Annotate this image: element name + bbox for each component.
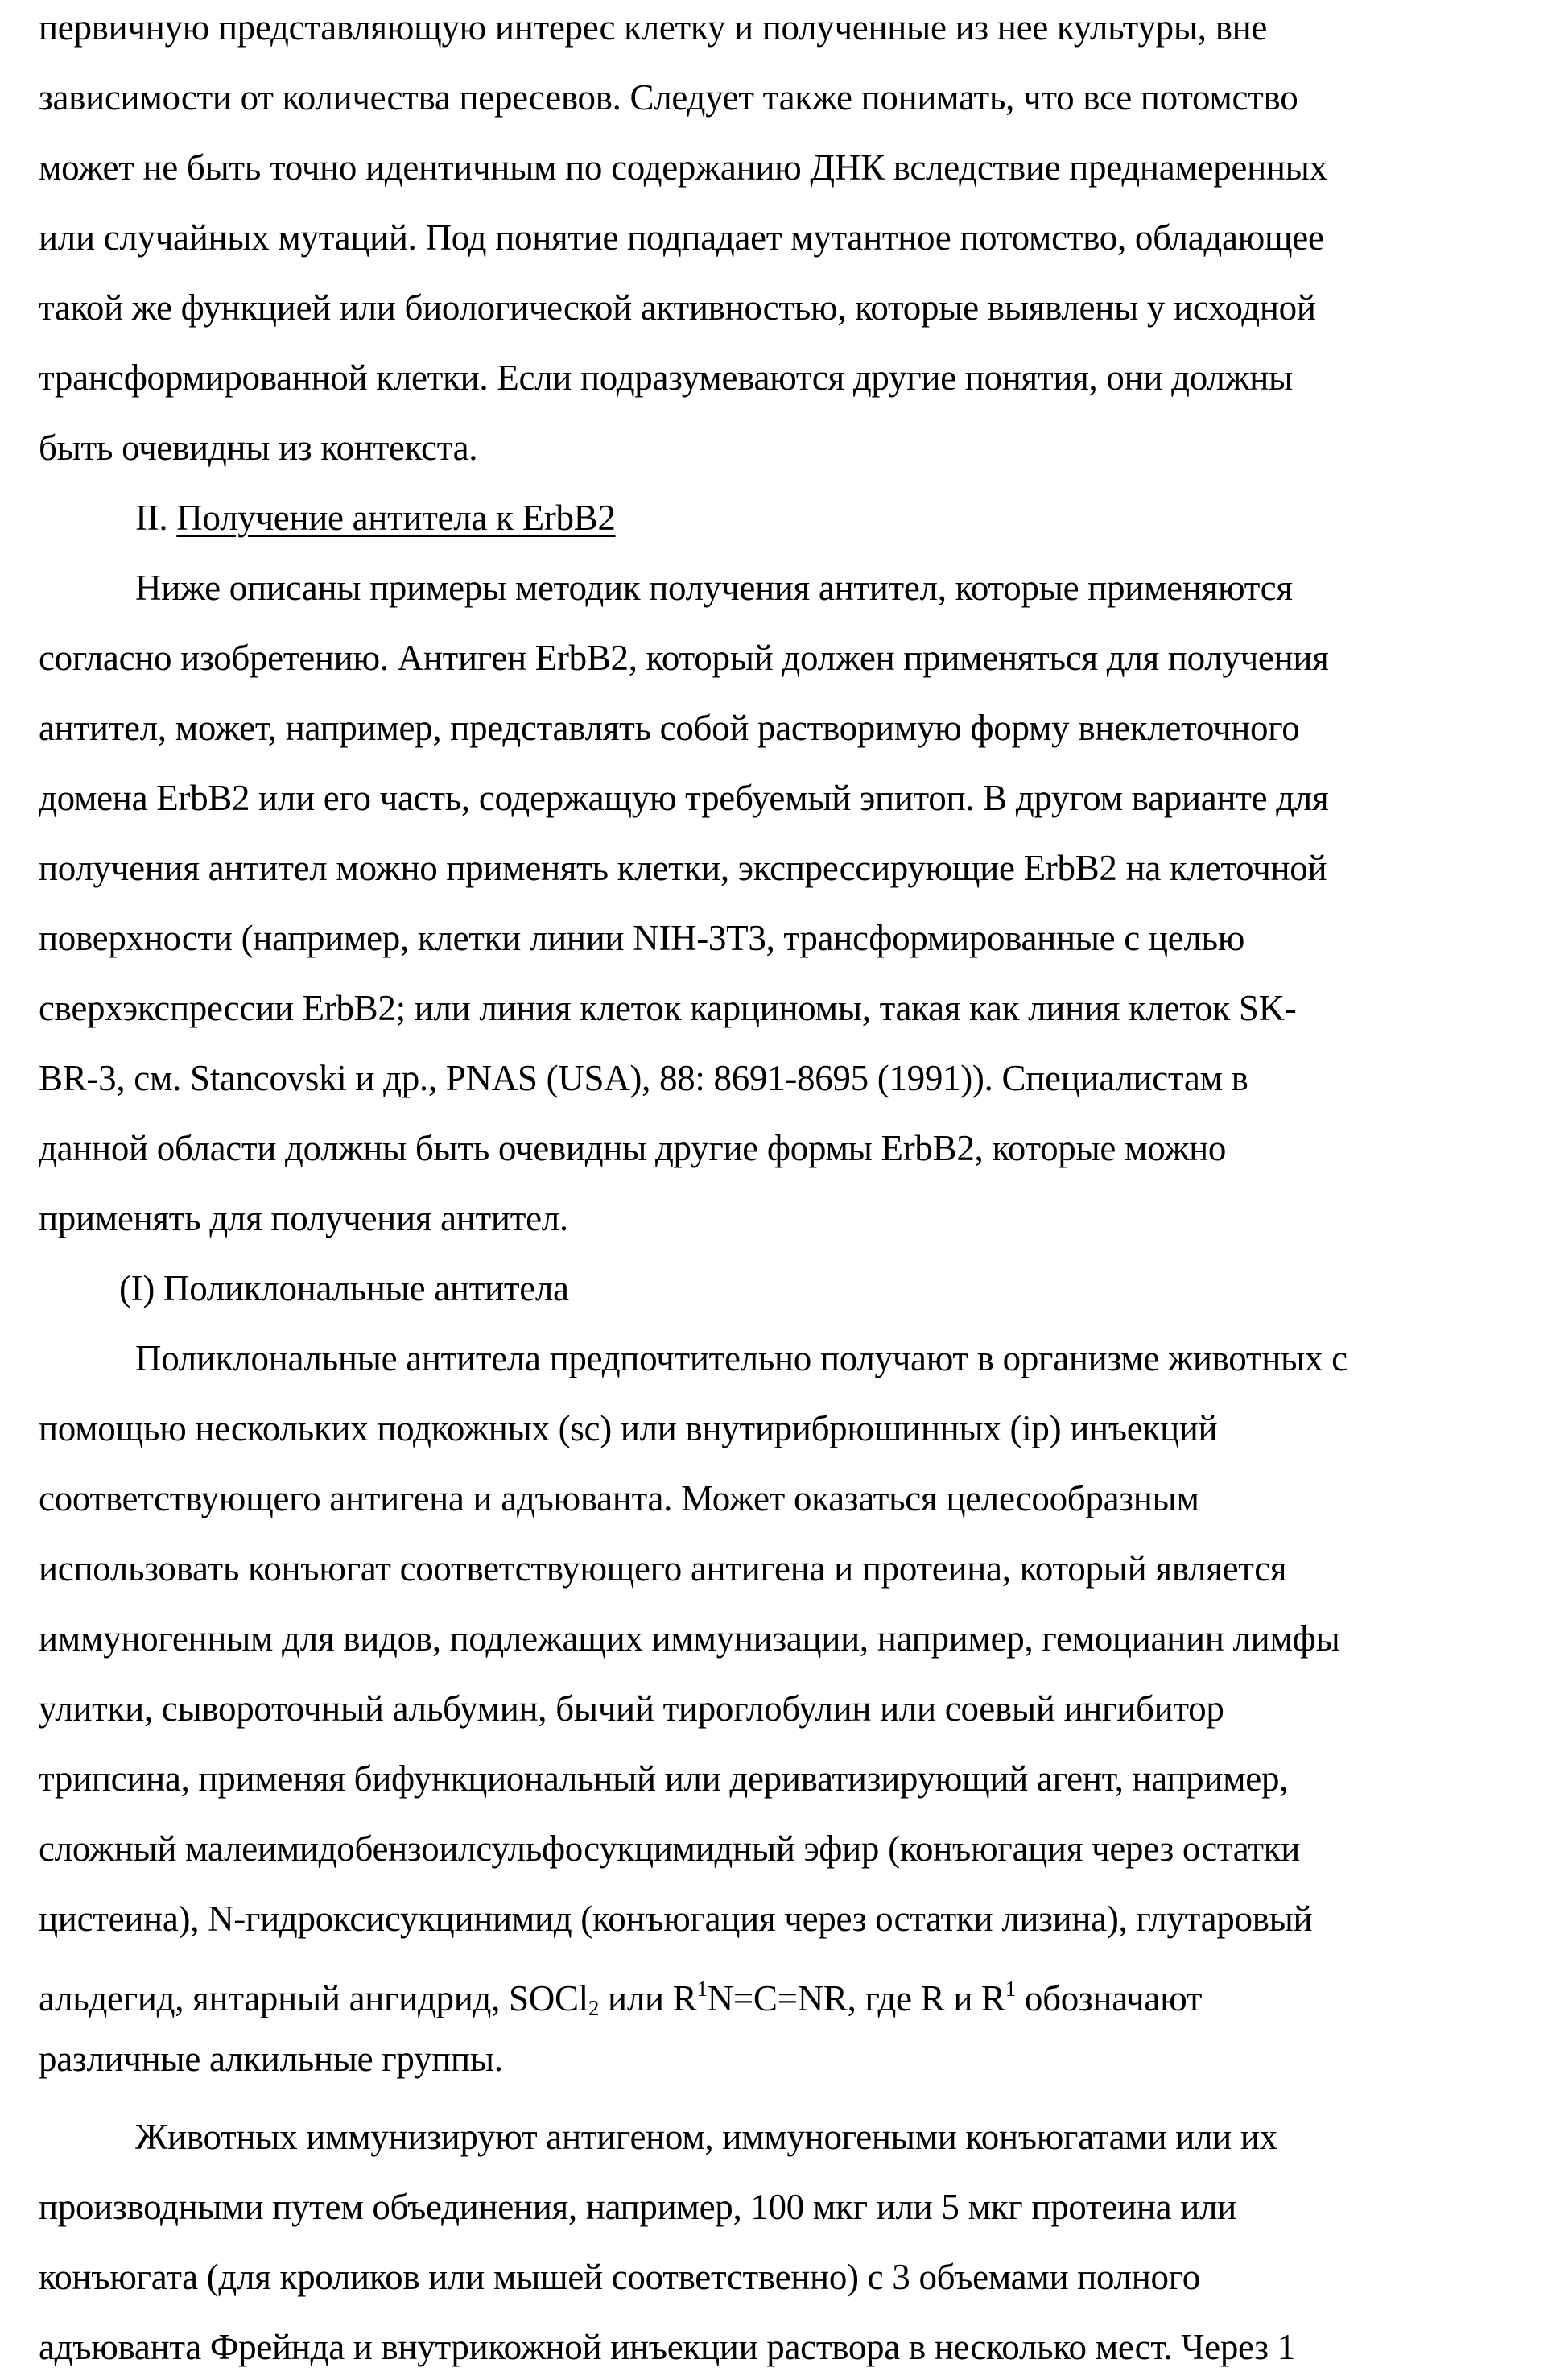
text-line: согласно изобретению. Антиген ErbB2, который должен применяться для получения [39, 638, 1329, 678]
text-line: получения антител можно применять клетки, экспрессирующие ErbB2 на клеточной [39, 848, 1327, 888]
text-line: применять для получения антител. [39, 1198, 568, 1238]
text-line: данной области должны быть очевидны другие формы ErbB2, которые можно [39, 1128, 1227, 1168]
text-line: помощью нескольких подкожных (sc) или внутирибрюшинных (ip) инъекций [39, 1408, 1218, 1448]
text-line: соответствующего антигена и адъюванта. Может оказаться целесообразным [39, 1478, 1199, 1518]
text-line: адъюванта Фрейнда и внутрикожной инъекции раствора в несколько мест. Через 1 [39, 2327, 1295, 2367]
text-line: зависимости от количества пересевов. Следует также понимать, что все потомство [39, 77, 1298, 118]
text-line: или случайных мутаций. Под понятие подпадает мутантное потомство, обладающее [39, 217, 1324, 258]
superscript: 1 [1005, 1977, 1016, 2001]
text-line: трансформированной клетки. Если подразумеваются другие понятия, они должны [39, 357, 1293, 398]
text-line: быть очевидны из контекста. [39, 428, 478, 468]
text-line: может не быть точно идентичным по содержанию ДНК вследствие преднамеренных [39, 147, 1327, 188]
formula-text: или R [599, 1978, 697, 2018]
section-heading [135, 495, 616, 540]
subscript: 2 [588, 1996, 600, 2020]
formula-line [39, 1966, 1202, 2031]
section-title: Получение антитела к ErbB2 [176, 498, 616, 538]
text-line: использовать конъюгат соответствующего антигена и протеина, который является [39, 1548, 1287, 1589]
text-line: Ниже описаны примеры методик получения антител, которые применяются [135, 568, 1293, 608]
subsection-heading: (I) Поликлональные антитела [119, 1268, 569, 1308]
text-line: конъюгата (для кроликов или мышей соответственно) с 3 объемами полного [39, 2257, 1200, 2297]
text-line: производными путем объединения, например, 100 мкг или 5 мкг протеина или [39, 2187, 1236, 2227]
text-line: сверхэкспрессии ErbB2; или линия клеток карциномы, такая как линия клеток SK- [39, 988, 1297, 1028]
text-line: первичную представляющую интерес клетку и полученные из нее культуры, вне [39, 7, 1268, 48]
text-line: цистеина), N-гидроксисукцинимид (конъюгация через остатки лизина), глутаровый [39, 1899, 1313, 1939]
formula-text: N=C=NR, где R и R [707, 1978, 1005, 2018]
text-line: различные алкильные группы. [39, 2039, 503, 2079]
superscript: 1 [696, 1977, 708, 2001]
text-line: Животных иммунизируют антигеном, иммуногеными конъюгатами или их [135, 2117, 1277, 2157]
text-line: антител, может, например, представлять собой растворимую форму внеклеточного [39, 708, 1300, 748]
formula-text: альдегид, янтарный ангидрид, SOCl [39, 1978, 588, 2018]
text-line: иммуногенным для видов, подлежащих иммунизации, например, гемоцианин лимфы [39, 1618, 1340, 1659]
formula-text: обозначают [1015, 1978, 1203, 2018]
text-line: сложный малеимидобензоилсульфосукцимидный эфир (конъюгация через остатки [39, 1828, 1301, 1869]
text-line: Поликлональные антитела предпочтительно получают в организме животных с [135, 1338, 1347, 1378]
text-line: поверхности (например, клетки линии NIH-3T3, трансформированные с целью [39, 918, 1245, 958]
text-line: трипсина, применяя бифункциональный или дериватизирующий агент, например, [39, 1758, 1289, 1799]
section-number: II. [135, 498, 177, 538]
text-line: BR-3, см. Stancovski и др., PNAS (USA), 88: 8691-8695 (1991)). Специалистам в [39, 1058, 1248, 1098]
text-line: домена ErbB2 или его часть, содержащую требуемый эпитоп. В другом варианте для [39, 778, 1329, 818]
text-line: улитки, сывороточный альбумин, бычий тироглобулин или соевый ингибитор [39, 1688, 1224, 1729]
text-line: такой же функцией или биологической активностью, которые выявлены у исходной [39, 287, 1316, 328]
